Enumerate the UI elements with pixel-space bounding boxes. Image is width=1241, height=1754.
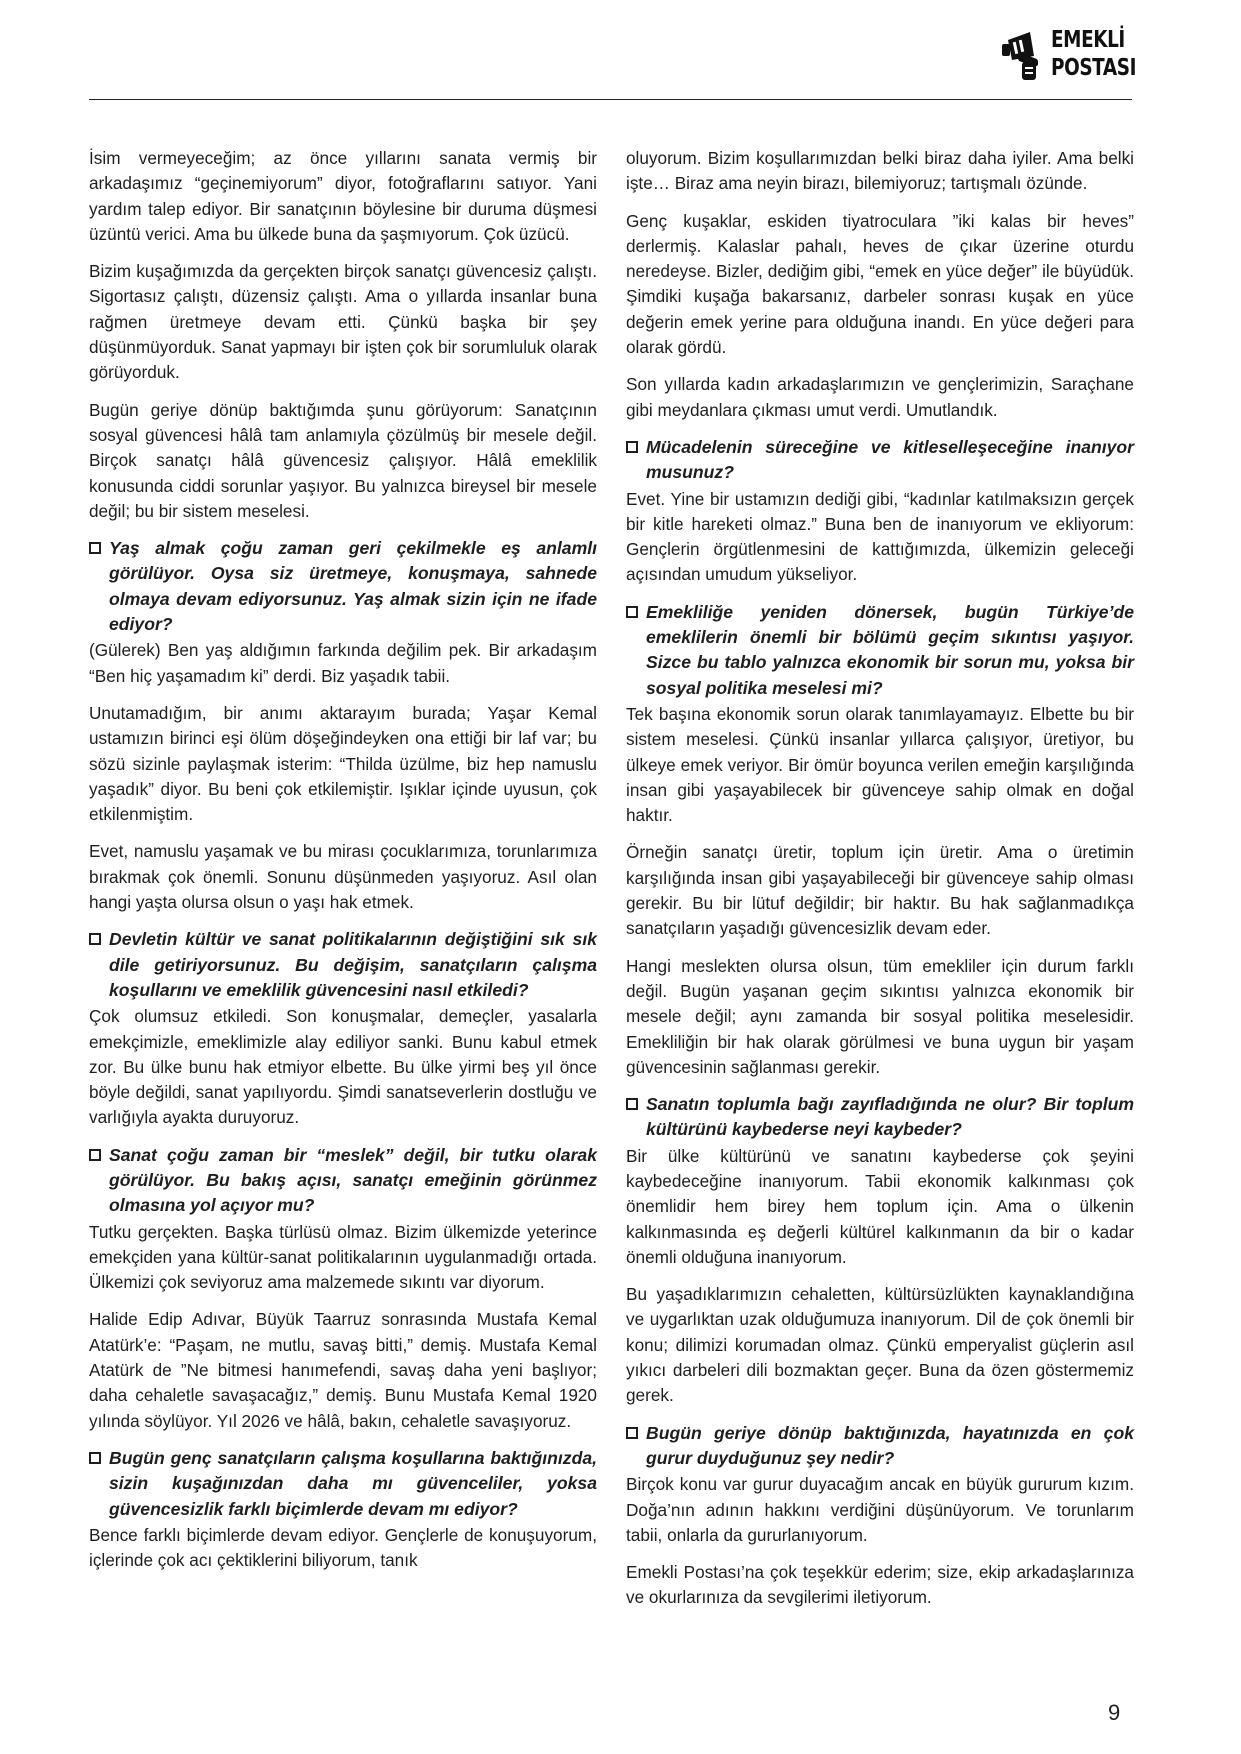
- header-divider: [89, 99, 1132, 100]
- question-text: Sanat çoğu zaman bir “meslek” değil, bir tutku olarak görülüyor. Bu bakış açısı, sanatçı emeğinin görünmez olmasına yol açıyor mu?: [109, 1144, 597, 1216]
- question-text: Devletin kültür ve sanat politikalarının değiştiğini sık sık dile getiriyorsunuz. Bu değişim, sanatçıların çalışma koşullarını ve emeklilik güvencesini nasıl etkiledi?: [109, 929, 597, 1000]
- logo-line-1: EMEKLİ: [1051, 27, 1125, 53]
- answer-paragraph: Hangi meslekten olursa olsun, tüm emekliler için durum farklı değil. Bugün yaşanan geçim sıkıntısı yalnızca ekonomik bir mesele değil; aynı zamanda bir sosyal politika meselesidir. Emekliliğin bir hak olarak görülmesi ve buna uygun bir yaşam güvencesinin sağlanması gerekir.: [626, 955, 1134, 1077]
- answer-paragraph: Evet. Yine bir ustamızın dediği gibi, “kadınlar katılmaksızın gerçek bir kitle hareketi olmaz.” Buna ben de inanıyorum ve ekliyorum: Gençlerin örgütlenmesini de kattığımızda, ülkemizin geleceği açısından umudum yükseliyor.: [626, 488, 1134, 585]
- question-text: Bugün genç sanatçıların çalışma koşullarına baktığınızda, sizin kuşağınızdan daha mı güvenceliler, yoksa güvencesizlik farklı biçimlerde devam mı ediyor?: [109, 1447, 597, 1519]
- answer-paragraph: İsim vermeyeceğim; az önce yıllarını sanata vermiş bir arkadaşımız “geçinemiyorum” diyor, fotoğraflarını satıyor. Yani yardım talep ediyor. Bir sanatçının böylesine bir duruma düşmesi üzüntü verici. Ama bu ülkede buna da şaşmıyorum. Çok üzücü.: [89, 148, 597, 244]
- question-text: Yaş almak çoğu zaman geri çekilmekle eş anlamlı görülüyor. Oysa siz üretmeye, konuşmaya, sahnede olmaya devam ediyorsunuz. Yaş almak sizin için ne ifade ediyor?: [109, 538, 597, 635]
- answer-paragraph: Örneğin sanatçı üretir, toplum için üretir. Ama o üretimin karşılığında insan gibi yaşayabileceği bir güvenceye sahip olması gerekir. Bu bir lütuf değildir; bir haktır. Bu hak sağlanmadıkça sanatçıların yaşadığı güvencesizlik devam eder.: [626, 842, 1134, 939]
- checkbox-square-icon: [626, 441, 638, 453]
- answer-paragraph: Bizim kuşağımızda da gerçekten birçok sanatçı güvencesiz çalıştı. Sigortasız çalıştı, düzensiz çalıştı. Ama o yıllarda insanlar buna rağmen üretmeye devam etti. Çünkü başka bir şey düşünmüyorduk. Sanat yapmayı bir işten çok bir sorumluluk olarak görüyorduk.: [89, 261, 597, 383]
- interview-question: [626, 435, 1134, 486]
- answer-paragraph: Son yıllarda kadın arkadaşlarımızın ve gençlerimizin, Saraçhane gibi meydanlara çıkması umut verdi. Umutlandık.: [626, 374, 1134, 420]
- question-text: Mücadelenin süreceğine ve kitleselleşeceğine inanıyor musunuz?: [646, 436, 1134, 483]
- answer-paragraph: Tutku gerçekten. Başka türlüsü olmaz. Bizim ülkemizde yeterince emekçiden yana kültür-sanat politikalarının uygulanmadığı ortada. Ülkemizi çok seviyoruz ama malzemede sıkıntı var diyorum.: [89, 1221, 597, 1293]
- emekli-postasi-logo: [1000, 24, 1137, 96]
- right-column: [626, 146, 1134, 1623]
- interview-question: [89, 536, 597, 637]
- interview-question: [89, 1143, 597, 1219]
- logo-wordmark: [1051, 26, 1136, 82]
- answer-paragraph: Unutamadığım, bir anımı aktarayım burada; Yaşar Kemal ustamızın birinci eşi ölüm döşeğindeyken ona ettiği bir laf var; bu sözü sizinle paylaşmak isterim: “Thilda üzülme, biz hep namuslu yaşadık” diyor. Bu beni çok etkilemiştir. Işıklar içinde uyusun, çok etkilenmiştim.: [89, 702, 597, 825]
- answer-paragraph: Genç kuşaklar, eskiden tiyatroculara ”iki kalas bir heves” derlermiş. Kalaslar pahalı, heves de çıkar üzerine oturdu neredeyse. Bizler, dediğim gibi, “emek en yüce değer” ile büyüdük. Şimdiki kuşağa bakarsanız, darbeler sonrası kuşak en yüce değerin emek yerine para olduğuna inandı. En yüce değeri para olarak gördü.: [626, 210, 1134, 358]
- question-text: Bugün geriye dönüp baktığınızda, hayatınızda en çok gurur duyduğunuz şey nedir?: [646, 1422, 1134, 1468]
- answer-paragraph: Bu yaşadıklarımızın cehaletten, kültürsüzlükten kaynaklandığına ve uygarlıktan uzak olduğumuza inanıyorum. Dil de çok önemli bir konu; dilimizi korumadan olmaz. Çünkü emperyalist güçlerin asıl yıkıcı darbeleri dili bozmaktan geçer. Buna da özen göstermemiz gerek.: [626, 1284, 1134, 1406]
- checkbox-square-icon: [89, 1149, 101, 1161]
- answer-paragraph: Evet, namuslu yaşamak ve bu mirası çocuklarımıza, torunlarımıza bırakmak çok önemli. Sonunu düşünmeden yaşıyoruz. Asıl olan hangi yaşta olursa olsun o yaşı hak etmek.: [89, 841, 597, 913]
- answer-paragraph: Halide Edip Adıvar, Büyük Taarruz sonrasında Mustafa Kemal Atatürk’e: “Paşam, ne mutlu, savaş bitti,” demiş. Mustafa Kemal Atatürk de ”Ne bitmesi hanımefendi, savaş daha yeni başlıyor; daha cehaletle savaşacağız,” demiş. Bunu Mustafa Kemal 1920 yılında söylüyor. Yıl 2026 ve hâlâ, bakın, cehaletle savaşıyoruz.: [89, 1309, 597, 1431]
- checkbox-square-icon: [89, 933, 101, 945]
- answer-paragraph: Bugün geriye dönüp baktığımda şunu görüyorum: Sanatçının sosyal güvencesi hâlâ tam anlamıyla çözülmüş bir mesele değil. Birçok sanatçı hâlâ güvencesiz çalışıyor. Hâlâ emeklilik konusunda ciddi sorunlar yaşıyor. Bu yalnızca bireysel bir mesele değil; bu bir sistem meselesi.: [89, 399, 597, 521]
- checkbox-square-icon: [89, 542, 101, 554]
- answer-paragraph: (Gülerek) Ben yaş aldığımın farkında değilim pek. Bir arkadaşım “Ben hiç yaşamadım ki” derdi. Biz yaşadık tabii.: [89, 640, 597, 686]
- page-number: 9: [1108, 1700, 1121, 1725]
- interview-question: [626, 1421, 1134, 1472]
- megaphone-fist-icon: [1000, 30, 1052, 82]
- interview-question: [626, 600, 1134, 701]
- checkbox-square-icon: [626, 1427, 638, 1439]
- answer-paragraph: Tek başına ekonomik sorun olarak tanımlayamayız. Elbette bu bir sistem meselesi. Çünkü insanlar yıllarca çalışıyor, üretiyor, bu ülkeye emek veriyor. Bir ömür boyunca verilen emeğin karşılığında insan gibi yaşayabilecek bir güvenceye sahip olmak en doğal haktır.: [626, 703, 1134, 826]
- interview-question: [89, 1446, 597, 1522]
- interview-question: [626, 1092, 1134, 1143]
- checkbox-square-icon: [89, 1452, 101, 1464]
- checkbox-square-icon: [626, 606, 638, 618]
- answer-paragraph: oluyorum. Bizim koşullarımızdan belki biraz daha iyiler. Ama belki işte… Biraz ama neyin birazı, bilemiyoruz; tartışmalı özünde.: [626, 148, 1134, 194]
- left-column: [89, 146, 597, 1585]
- answer-paragraph: Çok olumsuz etkiledi. Son konuşmalar, demeçler, yasalarla emekçimizle, emeklimizle alay ediliyor sanki. Bunu kabul etmek zor. Bu ülke bunu hak etmiyor elbette. Bu ülke yirmi beş yıl önce böyle değildi, sanat yapılıyordu. Şimdi sanatseverlerin dostluğu ve varlığıyla ayakta duruyoruz.: [89, 1006, 597, 1128]
- answer-paragraph: Birçok konu var gurur duyacağım ancak en büyük gururum kızım. Doğa’nın adının hakkını verdiğini düşünüyorum. Ve torunlarım tabii, onlarla da gururlanıyorum.: [626, 1474, 1134, 1545]
- checkbox-square-icon: [626, 1098, 638, 1110]
- question-text: Emekliliğe yeniden dönersek, bugün Türkiye’de emeklilerin önemli bir bölümü geçim sıkıntısı yaşıyor. Sizce bu tablo yalnızca ekonomik bir sorun mu, yoksa bir sosyal politika meselesi mi?: [646, 601, 1134, 698]
- answer-paragraph: Bir ülke kültürünü ve sanatını kaybederse çok şeyini kaybedeceğine inanıyorum. Tabii ekonomik kalkınması çok önemlidir hem birey hem toplum için. Ama o ülkenin kalkınmasında eş değerli kültürel kalkınmanın da bir o kadar önemli olduğuna inanıyorum.: [626, 1145, 1134, 1267]
- logo-line-2: POSTASI: [1051, 55, 1137, 81]
- interview-question: [89, 927, 597, 1003]
- question-text: Sanatın toplumla bağı zayıfladığında ne olur? Bir toplum kültürünü kaybederse neyi kaybeder?: [646, 1094, 1134, 1140]
- answer-paragraph: Bence farklı biçimlerde devam ediyor. Gençlerle de konuşuyorum, içlerinde çok acı çektiklerini biliyorum, tanık: [89, 1524, 597, 1571]
- answer-paragraph: Emekli Postası’na çok teşekkür ederim; size, ekip arkadaşlarınıza ve okurlarınıza da sevgilerimi iletiyorum.: [626, 1562, 1134, 1608]
